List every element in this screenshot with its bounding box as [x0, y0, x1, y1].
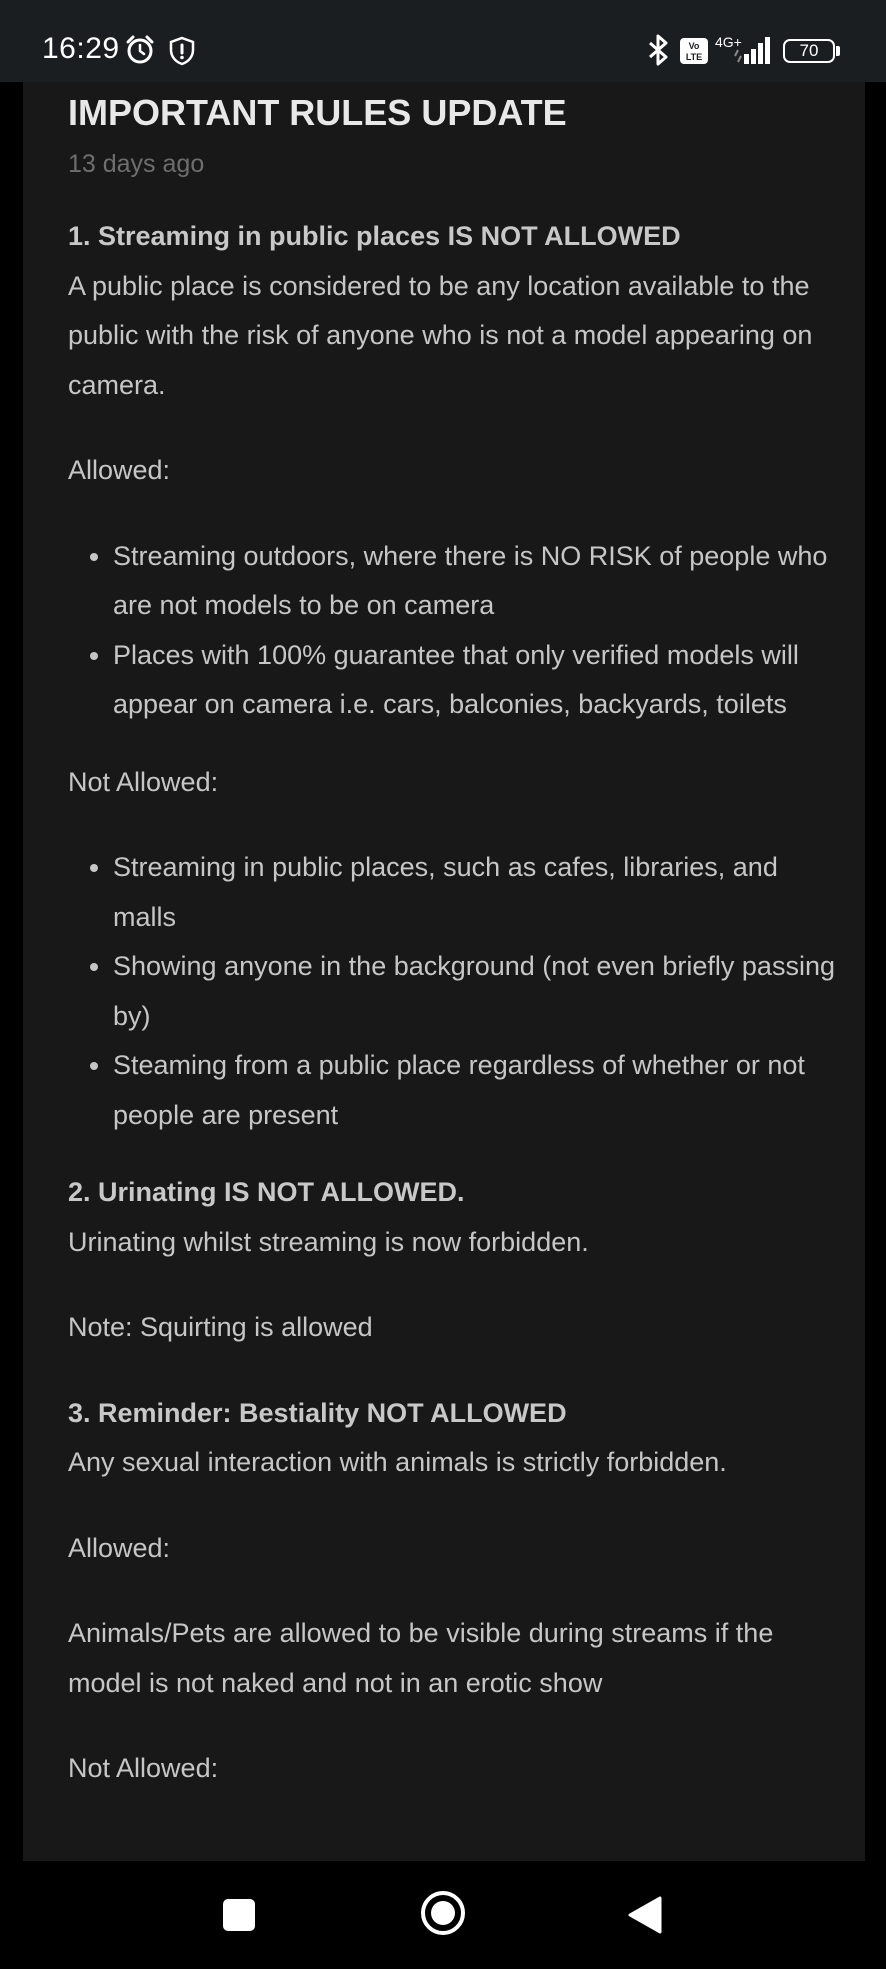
home-button[interactable] [419, 1889, 467, 1942]
section-1-allowed-label: Allowed: [68, 455, 171, 485]
bluetooth-icon [646, 33, 672, 72]
section-1-not-allowed-list [68, 843, 848, 1140]
list-item: Streaming in public places, such as cafes, libraries, and malls [113, 843, 848, 942]
section-2-heading: 2. Urinating IS NOT ALLOWED. [68, 1177, 465, 1207]
section-2-description: Urinating whilst streaming is now forbidden. [68, 1226, 589, 1257]
post-title: IMPORTANT RULES UPDATE [68, 92, 567, 133]
status-bar [0, 0, 886, 82]
list-item: Steaming from a public place regardless of whether or not people are present [113, 1041, 848, 1140]
svg-text:LTE: LTE [685, 52, 703, 62]
back-triangle-icon [626, 1894, 664, 1936]
circle-icon [419, 1889, 467, 1937]
status-time: 16:29 [42, 32, 120, 65]
recents-button[interactable] [221, 1897, 257, 1938]
signal-icon [733, 36, 773, 69]
volte-icon [680, 38, 708, 69]
section-3-allowed-label: Allowed: [68, 1532, 171, 1563]
alarm-icon [124, 34, 156, 71]
list-item: Showing anyone in the background (not even briefly passing by) [113, 942, 848, 1041]
section-3-heading: 3. Reminder: Bestiality NOT ALLOWED [68, 1397, 567, 1428]
post-body [68, 212, 848, 1794]
section-3-not-allowed-label: Not Allowed: [68, 1753, 219, 1783]
square-icon [221, 1897, 257, 1933]
battery-icon: 70 [783, 39, 835, 63]
navigation-bar [0, 1861, 886, 1969]
network-type-label: 4G+ [715, 34, 742, 50]
battery-nub [836, 46, 840, 56]
list-item: Streaming outdoors, where there is NO RISK of people who are not models to be on camera [113, 532, 848, 631]
section-1-allowed-list [68, 532, 848, 730]
list-item: Places with 100% guarantee that only verified models will appear on camera i.e. cars, balconies, backyards, toilets [113, 631, 848, 730]
section-1-heading: 1. Streaming in public places IS NOT ALLOWED [68, 221, 681, 251]
section-1-description: A public place is considered to be any location available to the public with the risk of anyone who is not a model appearing on camera. [68, 270, 813, 400]
back-button[interactable] [626, 1894, 664, 1941]
section-2-note: Note: Squirting is allowed [68, 1312, 373, 1342]
section-3-allowed-text: Animals/Pets are allowed to be visible during streams if the model is not naked and not in an erotic show [68, 1618, 774, 1698]
shield-alert-icon [168, 36, 196, 71]
section-1-not-allowed-label: Not Allowed: [68, 766, 219, 797]
post-date: 13 days ago [68, 150, 205, 178]
post-card [23, 82, 865, 1861]
svg-text:Vo: Vo [688, 41, 700, 51]
section-3-description: Any sexual interaction with animals is strictly forbidden. [68, 1447, 727, 1477]
